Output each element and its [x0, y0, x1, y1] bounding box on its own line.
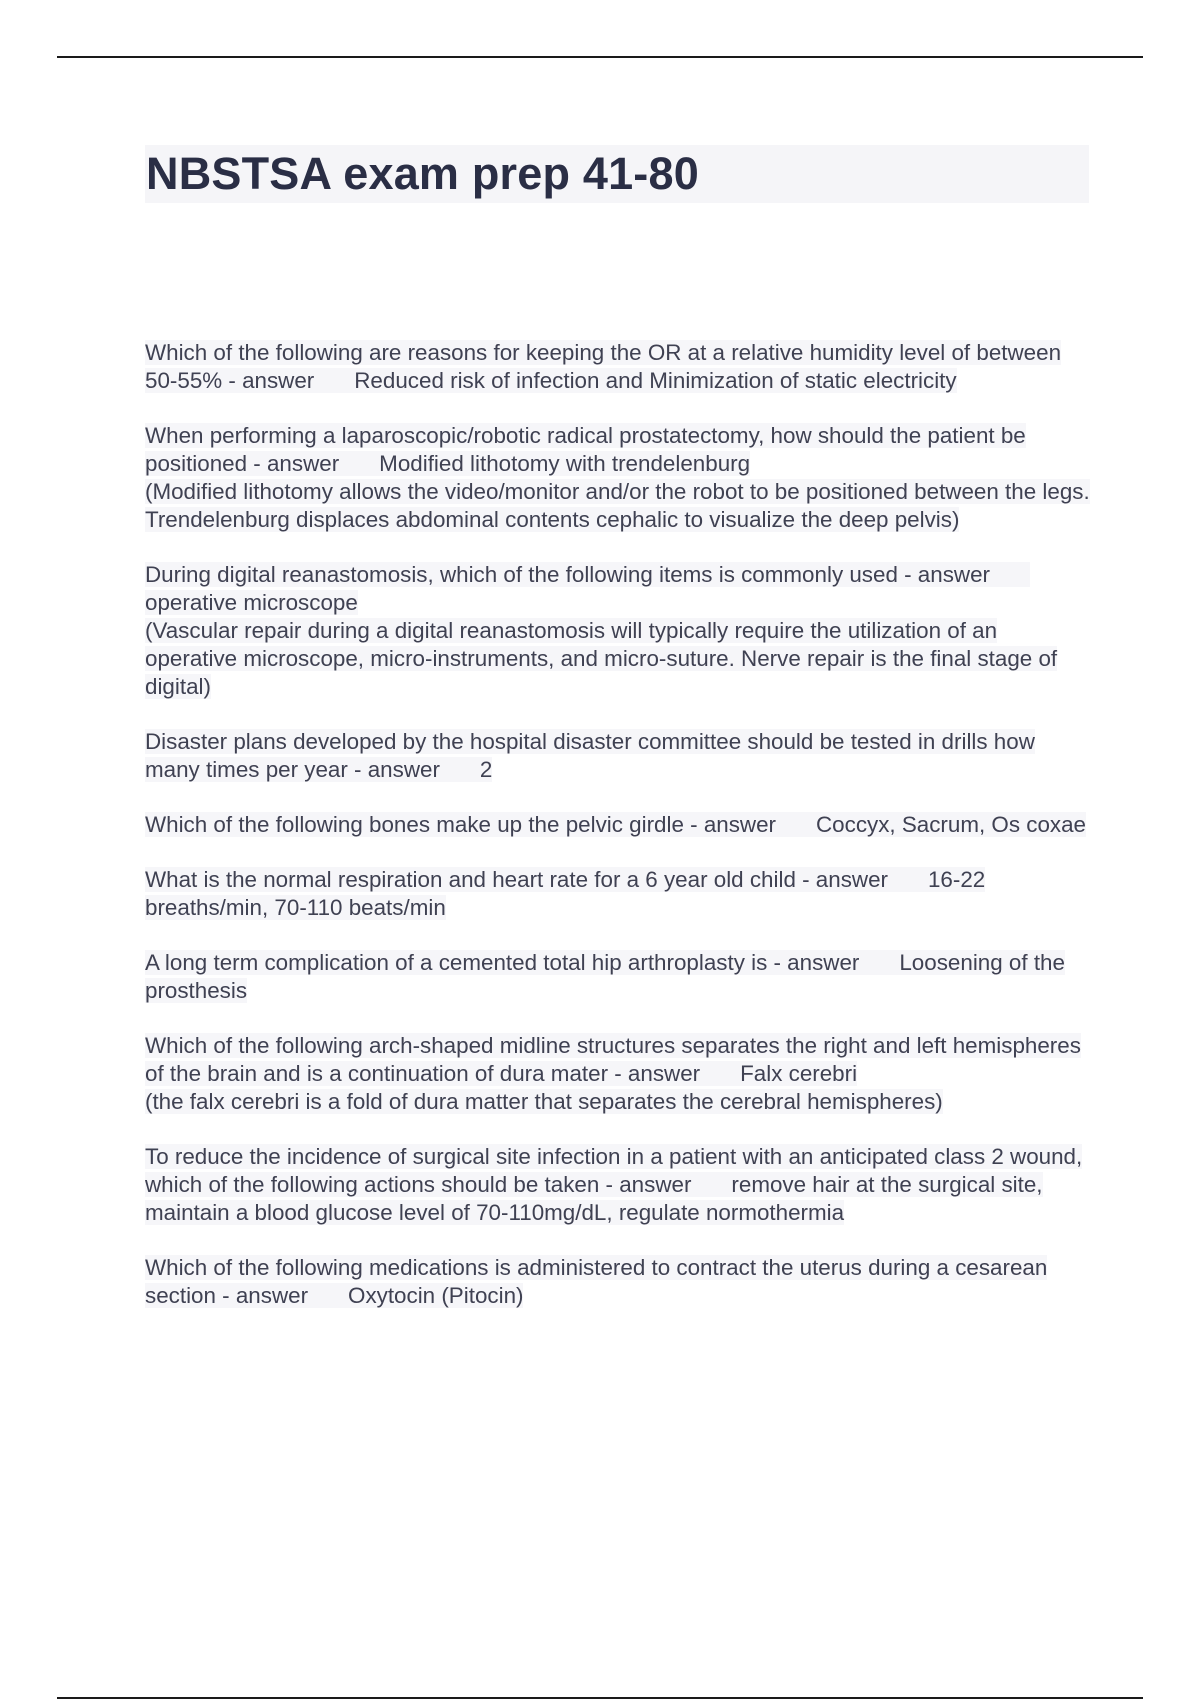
qa-answer: 2	[479, 757, 493, 782]
qa-answer: remove hair at the surgical site, maintain a blood glucose level of 70-110mg/dL, regulate normothermia	[145, 1172, 1043, 1225]
qa-question: Which of the following bones make up the pelvic girdle - answer	[145, 812, 776, 837]
qa-item	[145, 561, 1090, 701]
qa-item	[145, 866, 1090, 922]
qa-explanation: (Vascular repair during a digital reanastomosis will typically require the utilization of an operative microscope, micro-instruments, and micro-suture. Nerve repair is the final stage of digital)	[145, 618, 1058, 699]
qa-answer: Loosening of the prosthesis	[145, 950, 1065, 1003]
qa-question: Disaster plans developed by the hospital disaster committee should be tested in drills how many times per year - answer	[145, 729, 1035, 782]
qa-question: To reduce the incidence of surgical site infection in a patient with an anticipated class 2 wound, which of the following actions should be taken - answer	[145, 1144, 1083, 1197]
qa-item	[145, 1032, 1090, 1116]
qa-item	[145, 422, 1090, 534]
qa-explanation: (the falx cerebri is a fold of dura matter that separates the cerebral hemispheres)	[145, 1089, 943, 1114]
qa-answer: Reduced risk of infection and Minimization of static electricity	[354, 368, 957, 393]
qa-question: When performing a laparoscopic/robotic radical prostatectomy, how should the patient be positioned - answer	[145, 423, 1026, 476]
top-rule	[57, 56, 1143, 58]
qa-question: Which of the following medications is administered to contract the uterus during a cesarean section - answer	[145, 1255, 1048, 1308]
qa-item	[145, 1143, 1090, 1227]
qa-explanation: (Modified lithotomy allows the video/monitor and/or the robot to be positioned between the legs. Trendelenburg displaces abdominal contents cephalic to visualize the deep pelvis)	[145, 479, 1090, 532]
qa-question: A long term complication of a cemented total hip arthroplasty is - answer	[145, 950, 860, 975]
qa-question: What is the normal respiration and heart rate for a 6 year old child - answer	[145, 867, 888, 892]
qa-list	[145, 339, 1090, 1337]
page-title: NBSTSA exam prep 41-80	[146, 148, 699, 199]
qa-item	[145, 949, 1090, 1005]
qa-answer: Modified lithotomy with trendelenburg	[379, 451, 751, 476]
qa-item	[145, 339, 1090, 395]
bottom-rule	[57, 1697, 1143, 1699]
qa-answer: operative microscope	[145, 590, 358, 615]
qa-answer: Coccyx, Sacrum, Os coxae	[816, 812, 1087, 837]
qa-item	[145, 1254, 1090, 1310]
qa-answer: Falx cerebri	[740, 1061, 858, 1086]
qa-item	[145, 728, 1090, 784]
qa-answer: 16-22 breaths/min, 70-110 beats/min	[145, 867, 986, 920]
qa-question: During digital reanastomosis, which of the following items is commonly used - answer	[145, 562, 990, 587]
qa-question: Which of the following arch-shaped midline structures separates the right and left hemispheres of the brain and is a continuation of dura mater - answer	[145, 1033, 1081, 1086]
qa-question: Which of the following are reasons for keeping the OR at a relative humidity level of between 50-55% - answer	[145, 340, 1062, 393]
qa-item	[145, 811, 1090, 839]
qa-answer: Oxytocin (Pitocin)	[348, 1283, 524, 1308]
